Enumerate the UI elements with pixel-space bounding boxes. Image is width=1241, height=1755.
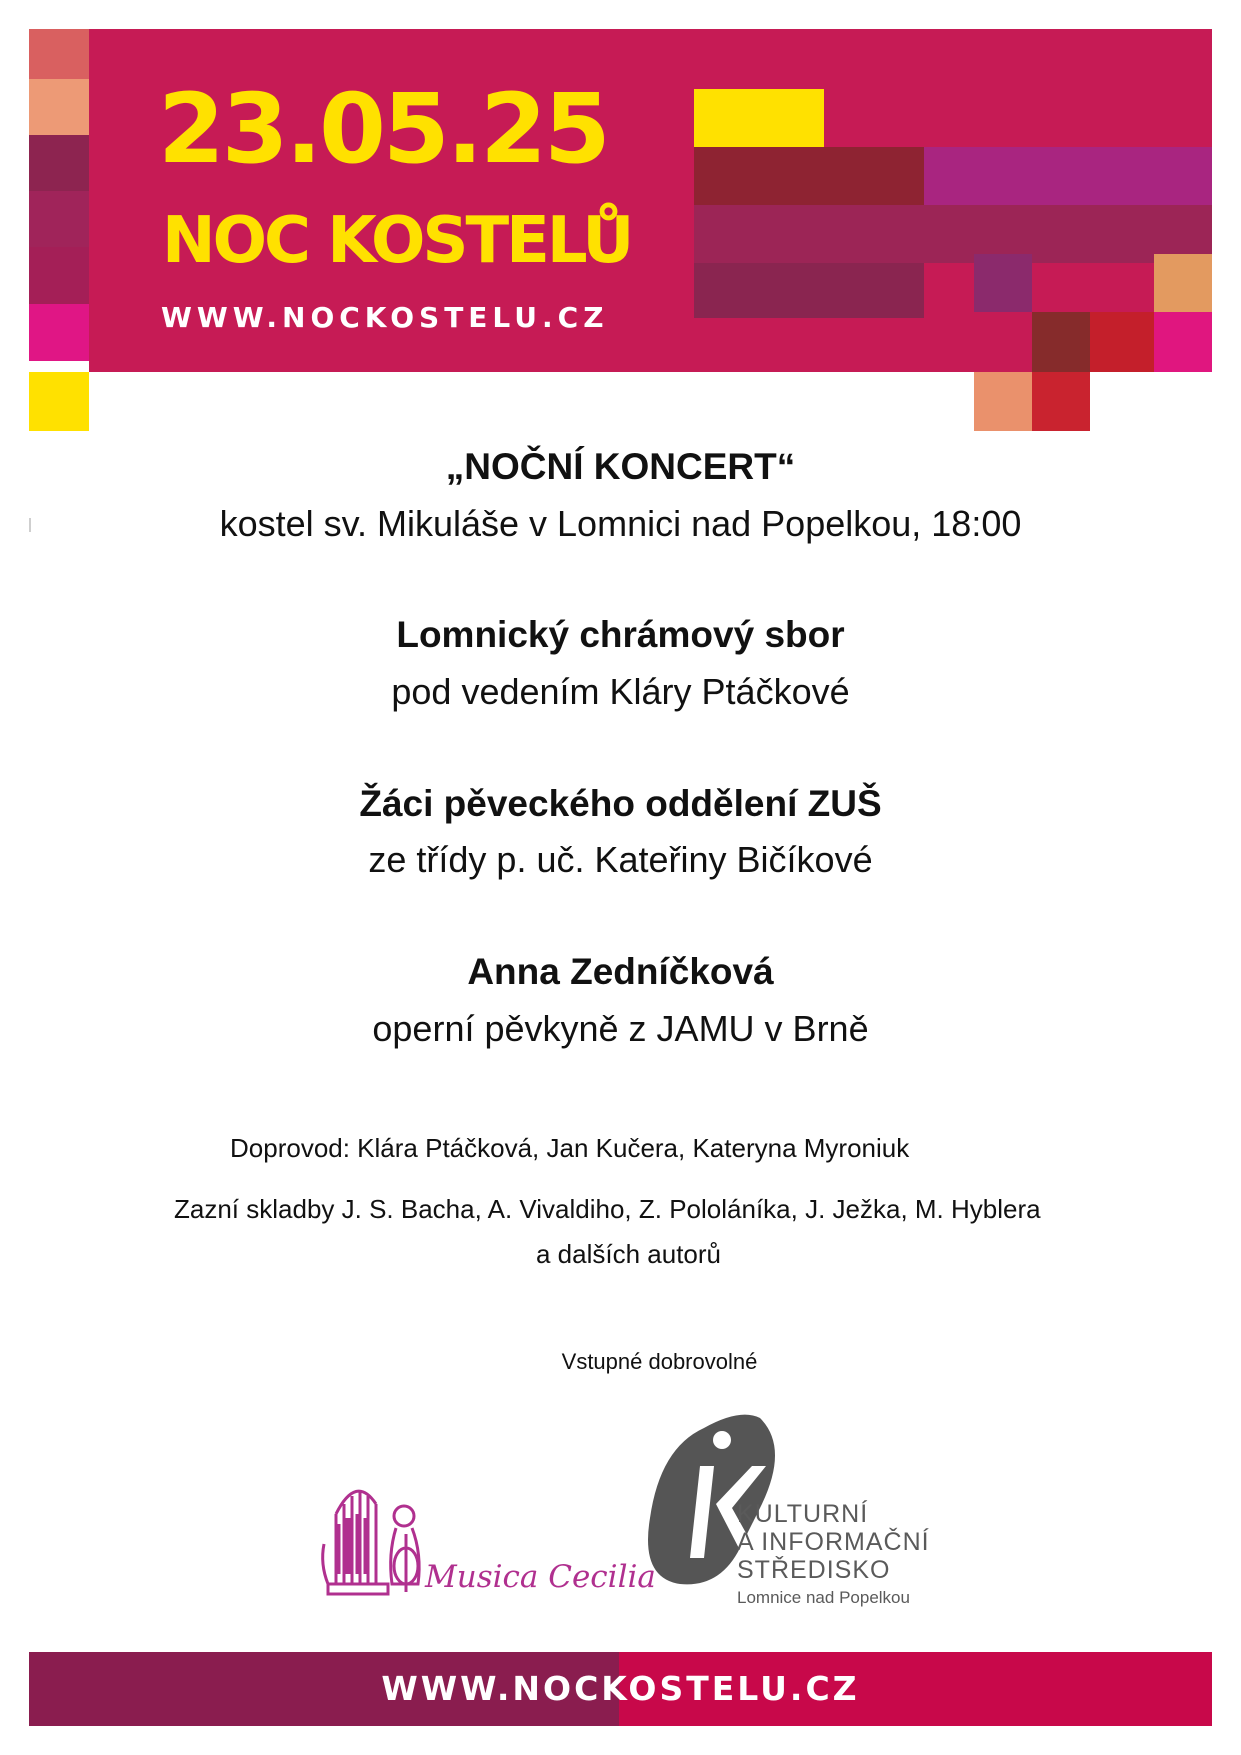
concert-venue: kostel sv. Mikuláše v Lomnici nad Popelkou, 18:00	[219, 503, 1022, 544]
decor-square	[29, 79, 89, 135]
decor-square	[29, 29, 89, 79]
kis-line: A INFORMAČNÍ	[737, 1528, 930, 1556]
performer-detail: ze třídy p. uč. Kateřiny Bičíkové	[368, 839, 873, 880]
event-date: 23.05.25	[158, 73, 608, 185]
kis-logo-text	[737, 1500, 930, 1607]
kis-subtitle: Lomnice nad Popelkou	[737, 1588, 910, 1607]
decor-square	[1032, 372, 1090, 431]
decor-square	[974, 372, 1032, 431]
kis-line: KULTURNÍ	[737, 1500, 869, 1528]
decor-square	[694, 263, 924, 318]
decor-square	[694, 147, 924, 205]
decor-square	[1032, 312, 1090, 372]
kis-line: STŘEDISKO	[737, 1556, 891, 1584]
decor-square	[694, 205, 1212, 263]
decor-square	[29, 372, 89, 431]
decor-square	[924, 147, 1212, 205]
footer-website-link[interactable]: WWW.NOCKOSTELU.CZ	[381, 1669, 860, 1708]
program-line: a dalších autorů	[535, 1239, 721, 1269]
decor-square	[1154, 312, 1212, 372]
footer-bar	[29, 1652, 1212, 1726]
performer-name: Anna Zedníčková	[467, 951, 774, 992]
musica-cecilia-label: Musica Cecilia	[425, 1559, 656, 1595]
header-banner	[29, 29, 1212, 431]
decor-square	[974, 254, 1032, 312]
decor-square	[694, 89, 824, 147]
decor-square	[29, 191, 89, 247]
event-title: NOC KOSTELŮ	[162, 204, 632, 278]
decor-square	[29, 304, 89, 361]
performer-detail: operní pěvkyně z JAMU v Brně	[372, 1008, 869, 1049]
concert-title: „NOČNÍ KONCERT“	[445, 446, 796, 487]
decor-square	[29, 135, 89, 191]
performer-name: Žáci pěveckého oddělení ZUŠ	[359, 783, 882, 824]
decor-square	[1090, 312, 1154, 372]
decor-square	[29, 247, 89, 304]
header-website-link[interactable]: WWW.NOCKOSTELU.CZ	[161, 301, 609, 334]
program-line: Zazní skladby J. S. Bacha, A. Vivaldiho, Z. Pololáníka, J. Ježka, M. Hyblera	[174, 1194, 1041, 1224]
accompaniment-text: Doprovod: Klára Ptáčková, Jan Kučera, Kateryna Myroniuk	[230, 1133, 910, 1163]
performer-name: Lomnický chrámový sbor	[396, 614, 845, 655]
admission-text: Vstupné dobrovolné	[561, 1349, 758, 1374]
decor-square	[1154, 254, 1212, 312]
performer-detail: pod vedením Kláry Ptáčkové	[391, 671, 850, 712]
